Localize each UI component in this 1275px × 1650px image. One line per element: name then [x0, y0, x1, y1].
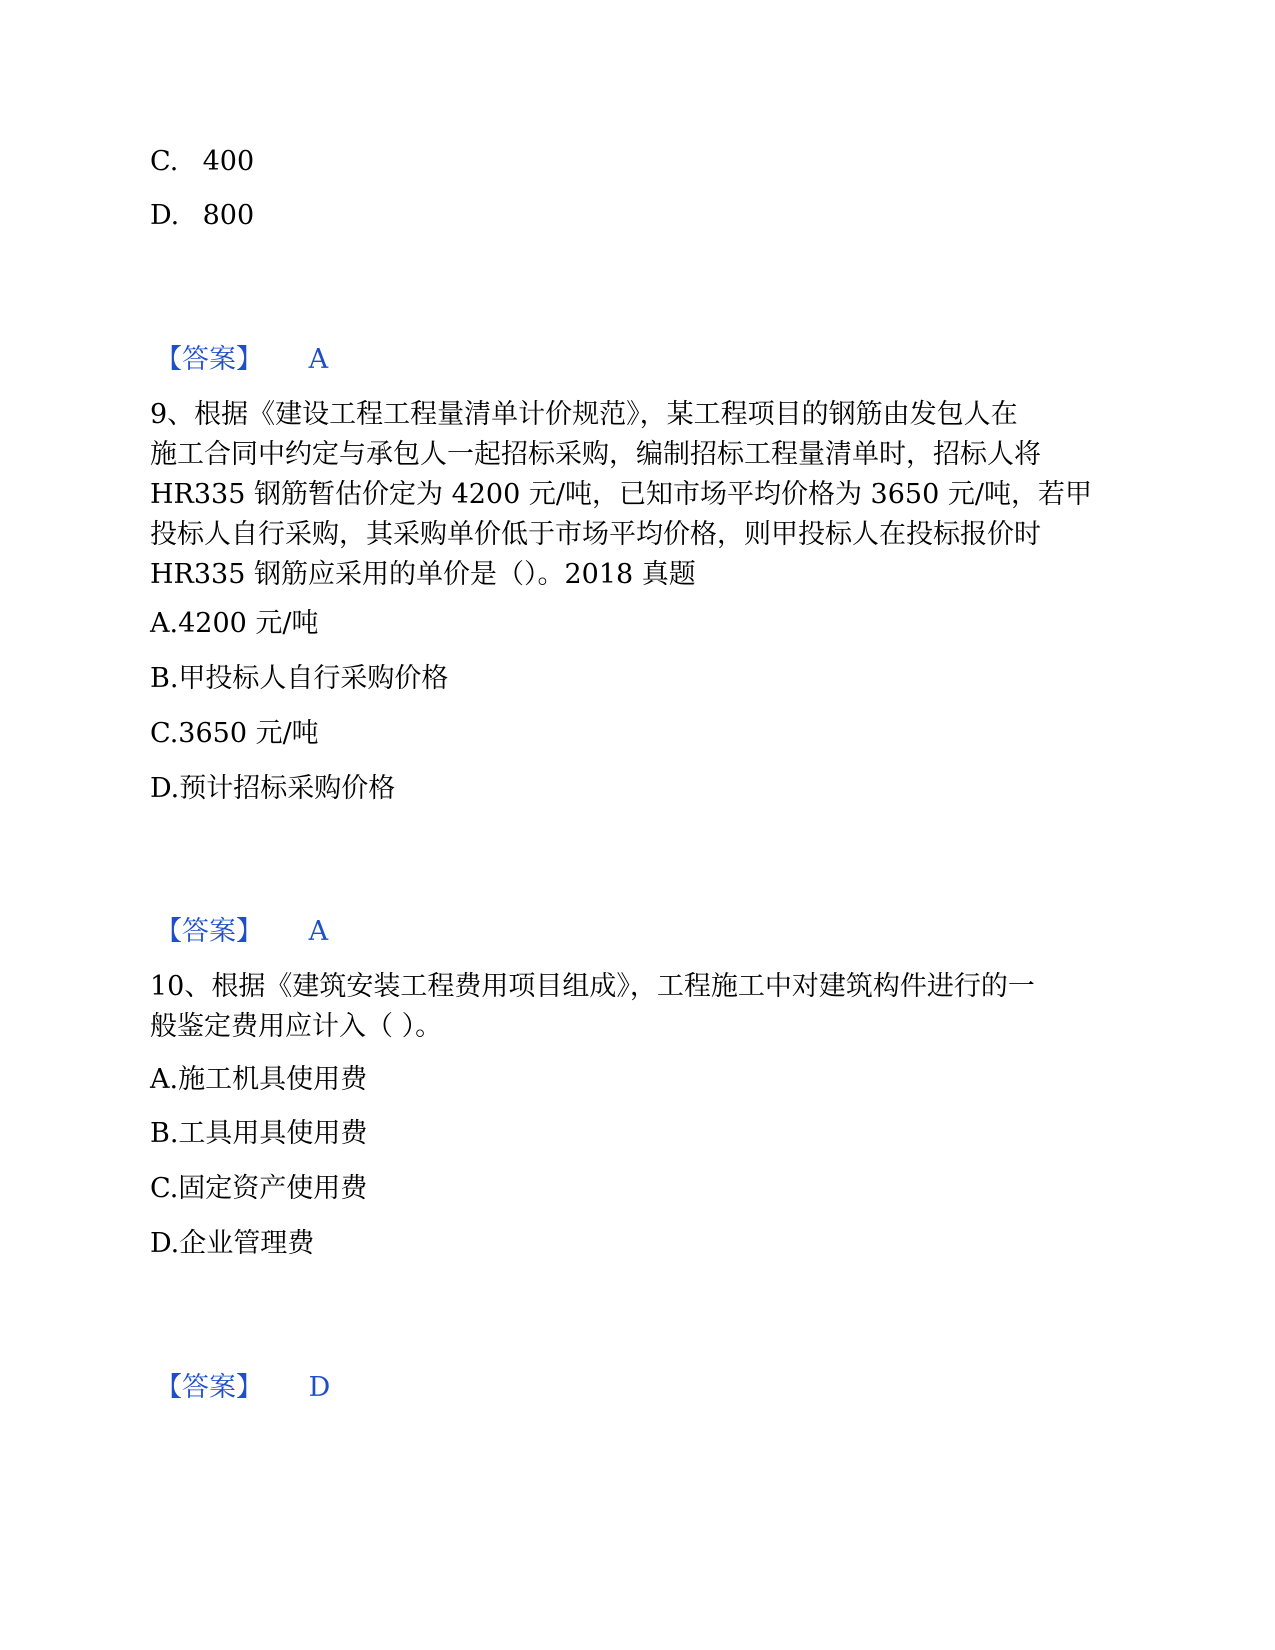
answer-tag: 【答案】: [155, 344, 263, 375]
option-d-prev: [150, 196, 254, 236]
answer-q9: [155, 912, 328, 952]
option-text: 400: [202, 146, 255, 177]
answer-value: D: [308, 1372, 331, 1403]
question-line: 9、根据《建设工程工程量清单计价规范》，某工程项目的钢筋由发包人在: [150, 399, 1018, 430]
q10-option-a: A.施工机具使用费: [150, 1064, 368, 1095]
q10-option-d: D.企业管理费: [150, 1228, 315, 1259]
question-line: 投标人自行采购，其采购单价低于市场平均价格，则甲投标人在投标报价时: [150, 519, 1041, 550]
q10-option-b: B.工具用具使用费: [150, 1118, 368, 1149]
answer-q8: [155, 340, 328, 380]
answer-q10: [155, 1368, 330, 1408]
option-text: 800: [202, 200, 255, 231]
option-label: D.: [150, 200, 180, 231]
answer-tag: 【答案】: [155, 1372, 263, 1403]
answer-value: A: [308, 344, 329, 375]
q9-option-a: A.4200 元/吨: [150, 608, 319, 639]
question-line: 10、根据《建筑安装工程费用项目组成》，工程施工中对建筑构件进行的一: [150, 971, 1035, 1002]
q9-option-d: D.预计招标采购价格: [150, 773, 396, 804]
q10-option-c: C.固定资产使用费: [150, 1173, 368, 1204]
q9-option-c: C.3650 元/吨: [150, 718, 319, 749]
option-label: C.: [150, 146, 179, 177]
option-c-prev: [150, 142, 254, 182]
answer-tag: 【答案】: [155, 916, 263, 947]
question-9: [150, 395, 1110, 595]
question-line: HR335 钢筋暂估价定为 4200 元/吨，已知市场平均价格为 3650 元/吨，若甲: [150, 479, 1092, 510]
answer-value: A: [308, 916, 329, 947]
question-line: 般鉴定费用应计入（ ）。: [150, 1011, 443, 1042]
question-10: [150, 967, 1110, 1047]
q9-option-b: B.甲投标人自行采购价格: [150, 663, 449, 694]
question-line: HR335 钢筋应采用的单价是（）。2018 真题: [150, 559, 696, 590]
question-line: 施工合同中约定与承包人一起招标采购，编制招标工程量清单时，招标人将: [150, 439, 1041, 470]
